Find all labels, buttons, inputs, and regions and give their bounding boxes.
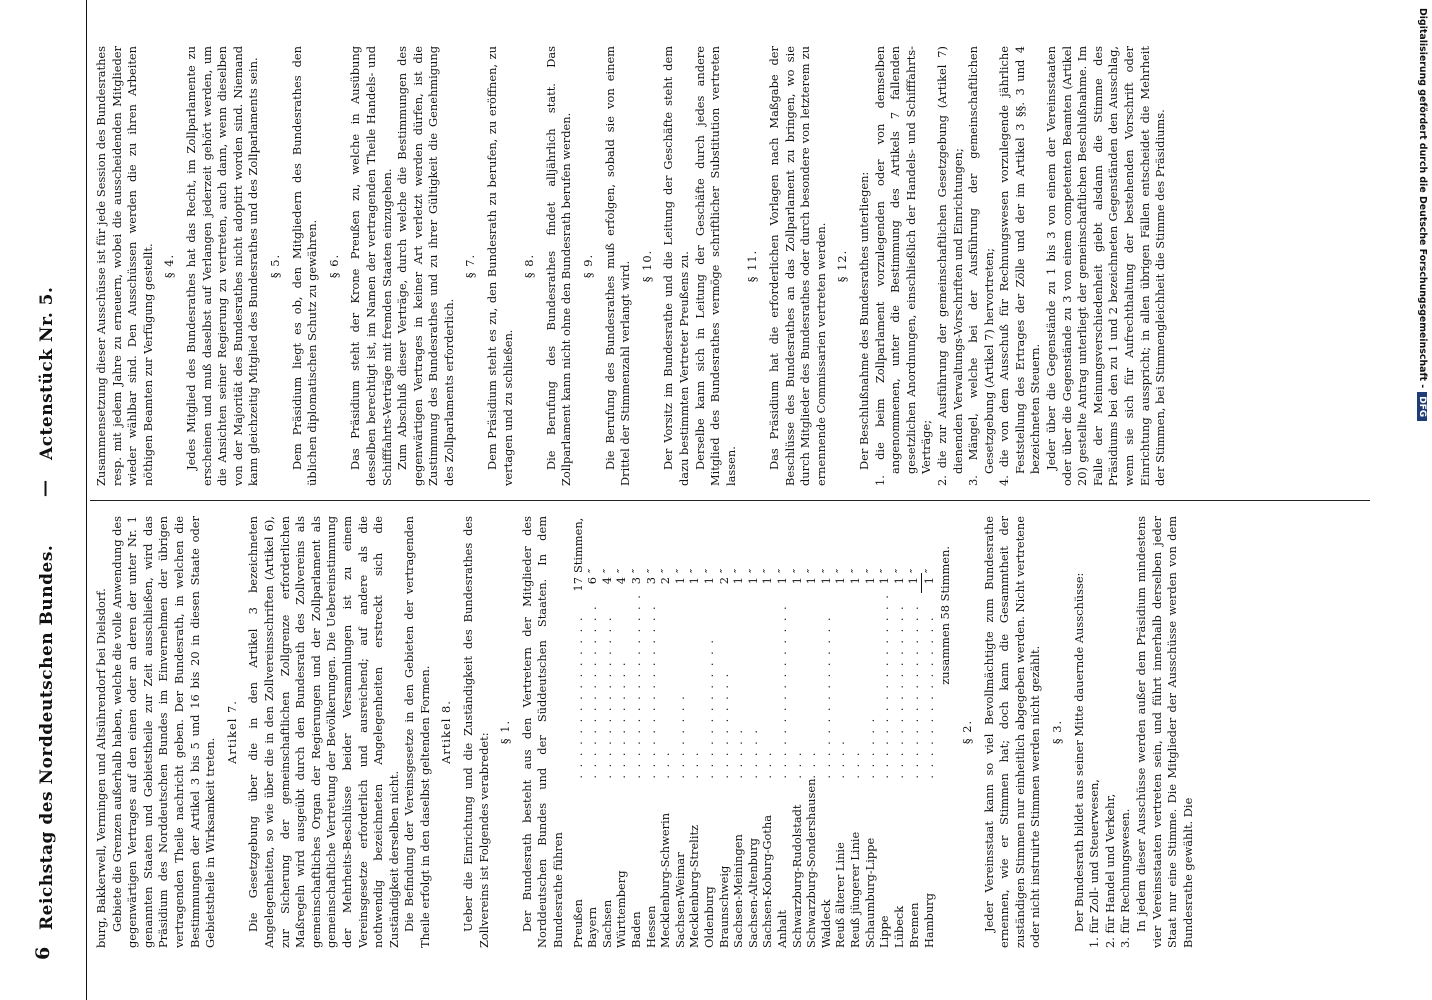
right-column: [94, 46, 1169, 486]
credit-text: Digitalisierung gefördert durch die Deutsche Forschungsgemeinschaft -: [1417, 8, 1428, 389]
leader-dots: . . . . . .: [862, 716, 877, 779]
vote-state: Reuß älterer Linie: [833, 842, 848, 948]
vote-unit: ″: [643, 568, 658, 574]
vote-state: Schaumburg-Lippe: [862, 837, 877, 948]
article-7-heading: Artikel 7.: [224, 700, 239, 764]
vote-count: 1: [847, 577, 862, 585]
vote-row: [877, 516, 892, 948]
vote-unit: Stimmen,: [570, 517, 585, 574]
digitization-credit: [1404, 8, 1428, 998]
leader-dots: . . . . . . . . . . . . . . .: [818, 615, 833, 779]
list-item: 2. für Handel und Verkehr,: [1102, 793, 1117, 948]
vote-row: [658, 516, 673, 948]
section-heading: § 4.: [162, 253, 177, 279]
vote-state: Sachsen: [599, 899, 614, 948]
vote-row: [775, 516, 790, 948]
list-item: 1. für Zoll- und Steuerwesen,: [1087, 779, 1102, 948]
leader-dots: . . . . . . . . . . . . . . .: [570, 615, 585, 779]
list-item: 2. die zur Ausführung der gemeinschaftlichen Gesetzgebung (Artikel 7) dienenden Verwaltungs-Vorschriften und Einrichtungen;: [934, 46, 965, 486]
paragraph: Der Bundesrath besteht aus den Vertretern der Mitglieder des Norddeutschen Bundes und der Süddeutschen Staaten. In dem Bundesrathe führen: [519, 516, 566, 948]
paragraph: Jeder über die Gegenstände zu 1 bis 3 von einem der Vereinsstaaten oder über die Gegenstände zu 3 von einem competenten Beamten (Artikel 20) gestellte Antrag unterliegt der gemeinschaftlichen Beschlußnahme. Im Falle der Meinungsverschiedenheit giebt alsdann die Stimme des Präsidiums bei den zu 1 und 2 bezeichneten Gegenständen den Ausschlag, wenn sie sich für Aufrechthaltung der bestehenden Vorschrift oder Einrichtung ausspricht; in allen übrigen Fällen entscheidet die Mehrheit der Stimmen, bei Stimmengleichheit die Stimme des Präsidiums.: [1044, 46, 1168, 486]
vote-row: [746, 516, 761, 948]
leader-dots: . . . . . . . . . . . . .: [701, 638, 716, 779]
votes-total: zusammen 58 Stimmen.: [938, 546, 953, 685]
vote-unit: ″: [629, 568, 643, 574]
vote-count: 1: [789, 577, 804, 585]
vote-row: [600, 516, 615, 948]
vote-row: [819, 516, 834, 948]
vote-count: 1: [833, 577, 848, 585]
leader-dots: . . . . . . . . . .: [716, 671, 731, 779]
vote-count: 1: [862, 577, 877, 585]
vote-state: Braunschweig: [716, 865, 731, 948]
leader-dots: . . .: [687, 750, 702, 779]
vote-count: 17: [570, 577, 585, 592]
paragraph: Das Präsidium steht der Krone Preußen zu, welche in Ausübung desselben berechtigt ist, im Namen der vertragenden Theile Handels- und Schifffahrts-Verträge mit fremden Staaten einzugehen.: [348, 46, 394, 486]
section-heading: § 5.: [267, 253, 282, 279]
leader-dots: . . . . . . . .: [672, 694, 687, 779]
vote-unit: ″: [731, 568, 746, 574]
list-item: 3. Mängel, welche bei der Ausführung der gemeinschaftlichen Gesetzgebung (Artikel 7) hervortreten;: [966, 46, 996, 486]
section-heading: § 2.: [960, 719, 975, 745]
vote-unit: ″: [585, 568, 600, 574]
vote-row: [673, 516, 688, 948]
vote-count: 1: [906, 577, 921, 585]
paragraph: Derselbe kann sich in Leitung der Geschäfte durch jedes andere Mitglied des Bundesrathes vermöge schriftlicher Substitution vertreten lassen.: [692, 46, 738, 486]
vote-unit: ″: [701, 568, 716, 574]
vote-state: Hessen: [643, 905, 658, 948]
vote-unit: ″: [862, 568, 877, 574]
vote-row: [906, 516, 921, 948]
vote-count: 1: [774, 577, 789, 585]
paragraph: Der Beschlußnahme des Bundesrathes unterliegen:: [856, 171, 871, 470]
vote-state: Preußen: [570, 899, 585, 948]
vote-row: [702, 516, 717, 948]
vote-state: Baden: [629, 911, 643, 948]
header-left-title: Reichstag des Norddeutschen Bundes.: [37, 544, 57, 930]
vote-count: 1: [687, 577, 702, 585]
vote-state: Bayern: [585, 906, 600, 948]
vote-count: 3: [629, 577, 643, 585]
vote-count: 2: [716, 577, 731, 585]
list-item: 4. die von dem Ausschuß für Rechnungswesen vorzulegende jährliche Feststellung des Ertrages der Zölle und der im Artikel 3 §§. 3 und 4 bezeichneten Steuern.: [997, 46, 1043, 486]
vote-unit: ″: [818, 568, 833, 574]
vote-count: 3: [643, 577, 658, 585]
vote-state: Sachsen-Koburg-Gotha: [760, 814, 775, 948]
vote-row: [833, 516, 848, 948]
leader-dots: . . .: [804, 750, 819, 779]
vote-unit: ″: [789, 568, 804, 574]
vote-unit: ″: [804, 568, 819, 574]
leader-dots: . . . . . . . . . . . . . . . . .: [629, 593, 643, 779]
leader-dots: . . .: [760, 750, 775, 779]
vote-row: [644, 516, 659, 948]
vote-row: [892, 516, 907, 948]
vote-row: [571, 516, 586, 948]
vote-count: 2: [658, 577, 673, 585]
section-heading: § 6.: [326, 253, 341, 279]
vote-state: Sachsen-Altenburg: [745, 838, 760, 948]
paragraph: Dem Präsidium steht es zu, den Bundesrath zu berufen, zu eröffnen, zu vertagen und zu schließen.: [485, 46, 515, 486]
vote-unit: ″: [774, 568, 789, 574]
vote-state: Mecklenburg-Schwerin: [658, 812, 673, 948]
vote-row: [848, 516, 863, 948]
leader-dots: . . . .: [833, 739, 848, 779]
vote-unit: ″: [687, 568, 702, 574]
leader-dots: . . . . . . . . . . . . . . . .: [643, 604, 658, 779]
section-heading: § 10.: [639, 249, 654, 283]
page-number: 6: [32, 946, 54, 960]
vote-count: 1: [891, 577, 906, 585]
vote-unit: ″: [906, 568, 921, 574]
vote-unit: ″: [599, 568, 614, 574]
list-item: 3. für Rechnungswesen.: [1118, 808, 1133, 948]
leader-dots: . . . . . . . . . . . . . . . .: [585, 604, 600, 779]
vote-unit: ″: [614, 568, 629, 574]
section-heading: § 8.: [522, 253, 537, 279]
vote-state: Sachsen-Meiningen: [731, 834, 746, 948]
paragraph: Zusammensetzung dieser Ausschüsse ist für jede Session des Bundesrathes resp. mit jedem Jahre zu erneuern, wobei die ausscheidenden Mitglieder wieder wählbar sind. Den Ausschüssen werden die zu ihren Arbeiten nöthigen Beamten zur Verfügung gestellt.: [94, 46, 155, 486]
paragraph: Die Befindung der Vereinsgesetze in den Gebieten der vertragenden Theile erfolgt in den daselbst geltenden Formen.: [402, 516, 432, 948]
paragraph: Dem Präsidium liegt es ob, den Mitgliedern des Bundesrathes den üblichen diplomatischen Schutz zu gewähren.: [289, 46, 320, 486]
vote-state: Mecklenburg-Strelitz: [687, 824, 702, 948]
vote-unit: ″: [891, 568, 906, 574]
leader-dots: . . .: [847, 750, 862, 779]
vote-row: [790, 516, 805, 948]
vote-unit: ″: [847, 568, 862, 574]
intro-paragraph: burg, Bakkerwell, Vermingen und Altsührendorf bei Dielsdorf.: [94, 588, 108, 948]
vote-unit: ″: [745, 568, 760, 574]
paragraph: Das Präsidium hat die erforderlichen Vorlagen nach Maßgabe der Beschlüsse des Bundesrathes an das Zollparlament zu bringen, wo sie durch Mitglieder des Bundesrathes oder durch besondere von letzterem zu ernennende Commissarien vertreten werden.: [766, 46, 828, 486]
vote-row: [921, 516, 936, 948]
paragraph: Die Berufung des Bundesrathes muß erfolgen, sobald sie von einem Drittel der Stimmenzahl verlangt wird.: [602, 46, 633, 486]
vote-count: 4: [599, 577, 614, 585]
vote-count: 1: [921, 573, 936, 593]
header-rule: [86, 0, 87, 1000]
leader-dots: . . . . . . . . . . . . . . .: [599, 615, 614, 779]
vote-row: [717, 516, 732, 948]
leader-dots: . . . . . . . . . . . . . . .: [921, 615, 936, 779]
vote-row: [629, 516, 644, 948]
vote-row: [760, 516, 775, 948]
section-heading: § 12.: [835, 249, 850, 283]
vote-count: 1: [672, 577, 687, 585]
paragraph: Ueber die Einrichtung und die Zuständigkeit des Bundesrathes des Zollvereins ist Folgendes verabredet:: [461, 516, 491, 948]
vote-count: 1: [760, 577, 775, 585]
vote-unit: ″: [672, 568, 687, 574]
vote-state: Württemberg: [614, 870, 629, 948]
vote-count: 6: [585, 577, 600, 585]
paragraph: Jedes Mitglied des Bundesrathes hat das Recht, im Zollparlamente zu erscheinen und muß daselbst auf Verlangen jederzeit gehört werden, um die Ansichten seiner Regierung zu vertreten, auch dann, wenn dieselben von der Majorität des Bundesrathes nicht adoptirt worden sind. Niemand kann gleichzeitig Mitglied des Bundesrathes und des Zollparlaments sein.: [183, 46, 261, 486]
vote-count: 1: [804, 577, 819, 585]
leader-dots: . . . . . . . . . . . . . . . .: [906, 604, 921, 779]
section-heading: § 3.: [1050, 719, 1065, 745]
vote-row: [804, 516, 819, 948]
vote-unit: ″: [877, 568, 892, 574]
votes-table: [571, 516, 937, 948]
paragraph: Jeder Vereinsstaat kann so viel Bevollmächtigte zum Bundesrathe ernennen, wie er Stimmen hat; doch kann die Gesammtheit der zuständigen Stimmen nur einheitlich abgegeben werden. Nicht vertretene oder nicht instruirte Stimmen werden nicht gezählt.: [981, 516, 1043, 948]
leader-dots: . . . . . . . . . . . . . . . .: [891, 604, 906, 779]
vote-count: 4: [614, 577, 629, 585]
column-divider: [90, 500, 1370, 501]
paragraph: Der Bundesrath bildet aus seiner Mitte dauernde Ausschüsse:: [1071, 572, 1086, 932]
list-item: 1. die beim Zollparlament vorzulegenden oder von demselben angenommenen, unter die Bestimmung des Artikels 7 fallenden gesetzlichen Anordnungen, einschließlich der Handels- und Schifffahrts-Verträge;: [872, 46, 934, 486]
left-column: [94, 516, 1196, 948]
vote-state: Hamburg: [921, 893, 936, 948]
vote-state: Anhalt: [774, 910, 789, 948]
leader-dots: . . . . . . . . . . . . . . . . .: [877, 593, 892, 779]
section-heading: § 1.: [498, 719, 513, 745]
vote-state: Schwarzburg-Rudolstadt: [789, 804, 804, 948]
vote-state: Bremen: [906, 902, 921, 948]
dfg-logo: DFG: [1417, 392, 1427, 421]
leader-dots: . . .: [658, 750, 673, 779]
paragraph: In jedem dieser Ausschüsse werden außer dem Präsidium mindestens vier Vereinsstaaten vertreten sein, und führt innerhalb derselben jeder Staat nur eine Stimme. Die Mitglieder der Ausschüsse werden von dem Bundesrathe gewählt. Die: [1134, 516, 1195, 948]
header-right-title: Actenstück Nr. 5.: [37, 286, 57, 460]
vote-state: Oldenburg: [701, 886, 716, 948]
vote-unit: ″: [833, 568, 848, 574]
vote-row: [614, 516, 629, 948]
vote-count: 1: [877, 577, 892, 585]
vote-row: [585, 516, 600, 948]
paragraph: Die Gesetzgebung über die in den Artikel 3 bezeichneten Angelegenheiten, so wie über die in den Zollvereinsschriften (Artikel 6), zur Sicherung der gemeinschaftlichen Zollgrenze erforderlichen Maßregeln wird ausgeübt durch den Bundesrath des Zollvereins als gemeinschaftliches Organ der Regierungen und der Zollparlament als gemeinschaftliche Vertretung der Bevölkerungen. Die Uebereinstimmung der Mehrheits-Beschlüsse beider Versammlungen ist zu einem Vereinsgesetze erforderlich und ausreichend; auf andere als die nothwendig bezeichneten Angelegenheiten erstreckt sich die Zuständigkeit derselben nicht.: [246, 516, 401, 948]
paragraph: Gebiete die Grenzen außerhalb haben, welche die volle Anwendung des gegenwärtigen Vertrages auf den einen oder an deren der unter Nr. 1 genannten Staaten und Gebietstheile zur Zeit ausschließen, wird das Präsidium des Norddeutschen Bundes im Einvernehmen der übrigen vertragenden Theile nachricht geben. Der Bundesrath, in welchen die Bestimmungen der Artikel 3 bis 5 und 16 bis 20 in diesen Staate oder Gebietstheile in Wirksamkeit treten.: [109, 515, 218, 948]
leader-dots: . . .: [789, 750, 804, 779]
section-heading: § 7.: [463, 253, 478, 279]
vote-count: 1: [818, 577, 833, 585]
vote-row: [731, 516, 746, 948]
vote-count: 1: [731, 577, 746, 585]
vote-state: Sachsen-Weimar: [672, 852, 687, 948]
vote-state: Reuß jüngerer Linie: [847, 831, 862, 948]
vote-count: 1: [701, 577, 716, 585]
vote-count: 1: [745, 577, 760, 585]
vote-row: [687, 516, 702, 948]
leader-dots: . . . . . . . . . . . . . . . .: [774, 604, 789, 779]
header-separator: —: [35, 479, 55, 497]
paragraph: Die Berufung des Bundesrathes findet alljährlich statt. Das Zollparlament kann nicht ohne den Bundesrath berufen werden.: [543, 46, 574, 486]
leader-dots: . . . . . . . . . . .: [614, 660, 629, 779]
paragraph: Der Vorsitz im Bundesrathe und die Leitung der Geschäfte steht dem dazu bestimmten Vertreter Preußens zu.: [661, 46, 691, 486]
vote-state: Lippe: [877, 915, 892, 948]
vote-state: Lübeck: [891, 905, 906, 948]
vote-row: [863, 516, 878, 948]
vote-unit: ″: [716, 568, 731, 574]
leader-dots: . . . . .: [745, 727, 760, 779]
vote-state: Schwarzburg-Sondershausen: [804, 778, 819, 948]
section-heading: § 11.: [745, 249, 760, 283]
vote-unit: ″: [658, 568, 673, 574]
paragraph: Zum Abschluß dieser Verträge, durch welche die Bestimmungen des gegenwärtigen Vertrages in keiner Art verletzt werden dürfen, ist die Zustimmung des Bundesrathes und zu ihrer Gültigkeit die Genehmigung des Zollparlaments erforderlich.: [395, 46, 456, 486]
vote-unit: ″: [921, 568, 936, 574]
leader-dots: . . . . .: [731, 727, 746, 779]
vote-state: Waldeck: [818, 899, 833, 948]
vote-unit: ″: [760, 568, 775, 574]
section-heading: § 9.: [581, 253, 596, 279]
article-8-heading: Artikel 8.: [439, 700, 454, 764]
